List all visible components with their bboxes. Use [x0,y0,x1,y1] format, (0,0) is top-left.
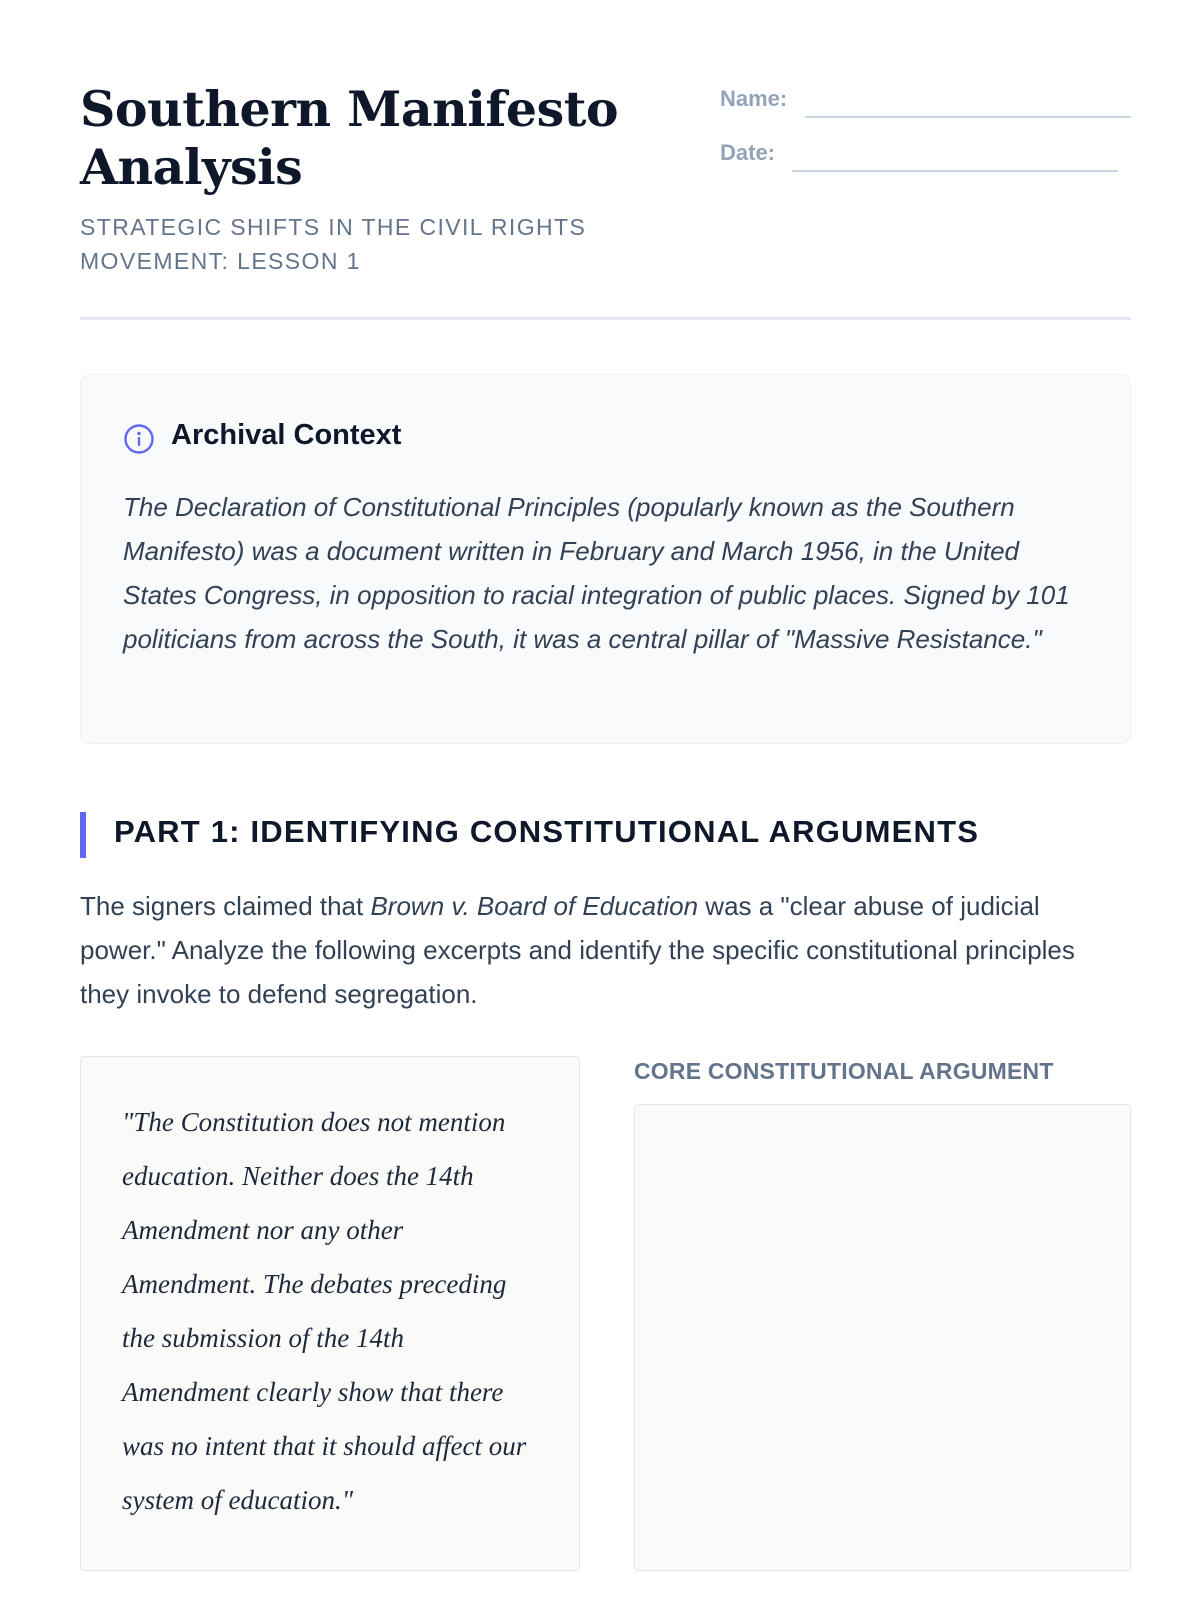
date-row [720,134,1131,174]
core-argument-answer-box[interactable] [634,1104,1131,1571]
intro-text-end: was a "clear abuse of judicial power." Analyze the following excerpts and identify the specific constitutional principles they invoke to defend segregation. [80,891,1075,1009]
excerpt-card [80,1056,580,1571]
name-label: Name: [720,86,788,111]
section-accent-bar [80,812,86,858]
date-label: Date: [720,140,776,165]
date-field[interactable] [792,170,1118,172]
answer-label: CORE CONSTITUTIONAL ARGUMENT [634,1058,1054,1084]
worksheet-header [80,80,1131,320]
context-text: The Declaration of Constitutional Principles (popularly known as the Southern Manifesto) was a document written in February and March 1956, in the United States Congress, in opposition to racial integration of public places. Signed by 101 politicians from across the South, it was a central pillar of "Massive Resistance." [123,492,1070,654]
archival-context-box [80,374,1131,744]
name-field[interactable] [805,116,1131,118]
name-row [720,80,1131,120]
part-1-title: PART 1: IDENTIFYING CONSTITUTIONAL ARGUMENTS [114,814,980,849]
page-subtitle: STRATEGIC SHIFTS IN THE CIVIL RIGHTS MOVEMENT: LESSON 1 [80,214,587,274]
info-icon [123,423,155,455]
context-title: Archival Context [171,419,402,451]
case-name: Brown v. Board of Education [370,891,699,921]
page-title: Southern Manifesto Analysis [80,80,619,196]
header-divider [80,317,1131,320]
part-1-instructions [80,884,1131,1016]
excerpt-quote: "The Constitution does not mention education. Neither does the 14th Amendment nor any other Amendment. The debates preceding the submission of the 14th Amendment clearly show that there was no intent that it should affect our system of education." [122,1107,527,1515]
intro-text-start: The signers claimed that [80,891,371,921]
